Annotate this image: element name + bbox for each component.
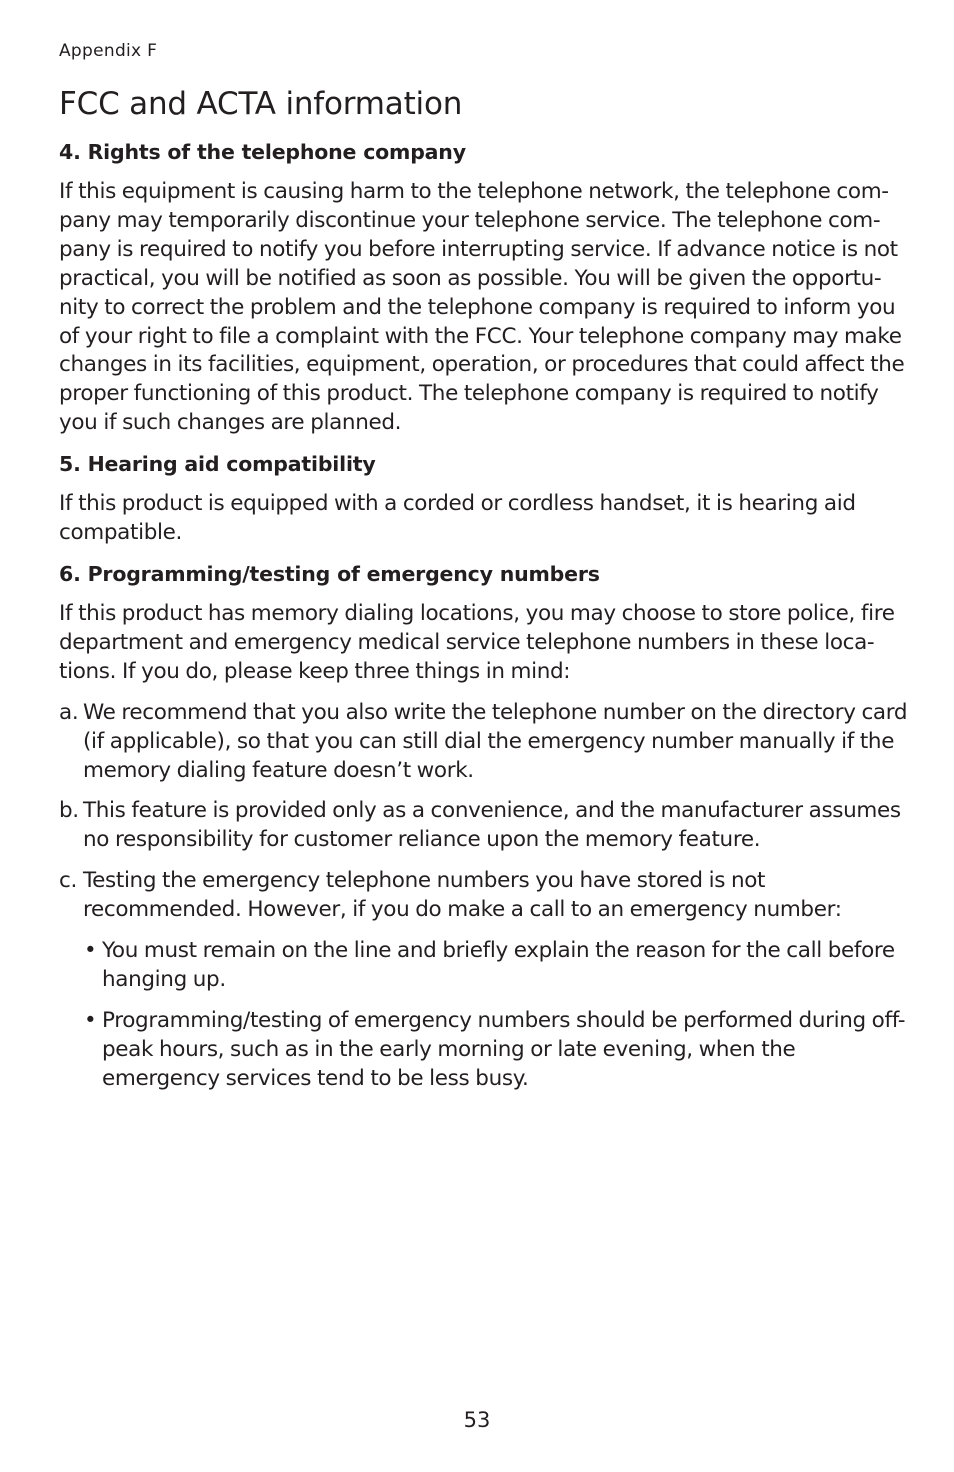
bullet-item-remain-on-line (59, 937, 915, 995)
section-heading-rights: 4. Rights of the telephone company (59, 140, 466, 164)
section-body-rights: If this equipment is causing harm to the telephone network, the telephone com-pany may temporarily discontinue your telephone service. The telephone com-pany is required to notify you before interrupting service. If advance notice is not practical, you will be notified as soon as possible. You will be given the opportu-nity to correct the problem and the telephone company is required to inform you of your right to file a complaint with the FCC. Your telephone company may make changes in its facilities, equipment, operation, or procedures that could affect the proper functioning of this product. The telephone company is required to notify you if such changes are planned. (59, 179, 905, 436)
section-heading-hearing-aid: 5. Hearing aid compatibility (59, 452, 376, 477)
bullet-marker: • (84, 938, 97, 964)
bullet-item-off-peak (59, 1007, 915, 1094)
list-item-text: We recommend that you also write the telephone number on the directory card (if applicable), so that you can still dial the emergency number manually if the memory dialing feature doesn’t work. (83, 699, 908, 783)
list-item-c (59, 867, 915, 925)
page-title: FCC and ACTA information (59, 86, 463, 122)
list-item-a (59, 699, 915, 786)
list-marker: a. (59, 699, 79, 725)
section-heading-emergency-numbers: 6. Programming/testing of emergency numbers (59, 561, 600, 586)
list-item-text: Testing the emergency telephone numbers you have stored is not recommended. However, if you do make a call to an emergency number: (83, 868, 842, 923)
main-content (59, 138, 915, 1106)
bullet-text: Programming/testing of emergency numbers should be performed during off-peak hours, such as in the early morning or late evening, when the emergency services tend to be less busy. (102, 1007, 906, 1091)
section-body-hearing-aid: If this product is equipped with a corded or cordless handset, it is hearing aid compatible. (59, 491, 856, 546)
section-body-emergency-numbers: If this product has memory dialing locations, you may choose to store police, fire department and emergency medical service telephone numbers in these loca-tions. If you do, please keep three things in mind: (59, 600, 895, 684)
bullet-text: You must remain on the line and briefly explain the reason for the call before hanging up. (102, 938, 895, 992)
list-item-b (59, 797, 915, 855)
list-marker: c. (59, 868, 77, 894)
list-item-text: This feature is provided only as a convenience, and the manufacturer assumes no responsibility for customer reliance upon the memory feature. (83, 798, 901, 853)
list-marker: b. (59, 798, 79, 824)
bullet-marker: • (84, 1007, 97, 1033)
section-label: Appendix F (59, 41, 158, 61)
page-number: 53 (463, 1408, 491, 1432)
